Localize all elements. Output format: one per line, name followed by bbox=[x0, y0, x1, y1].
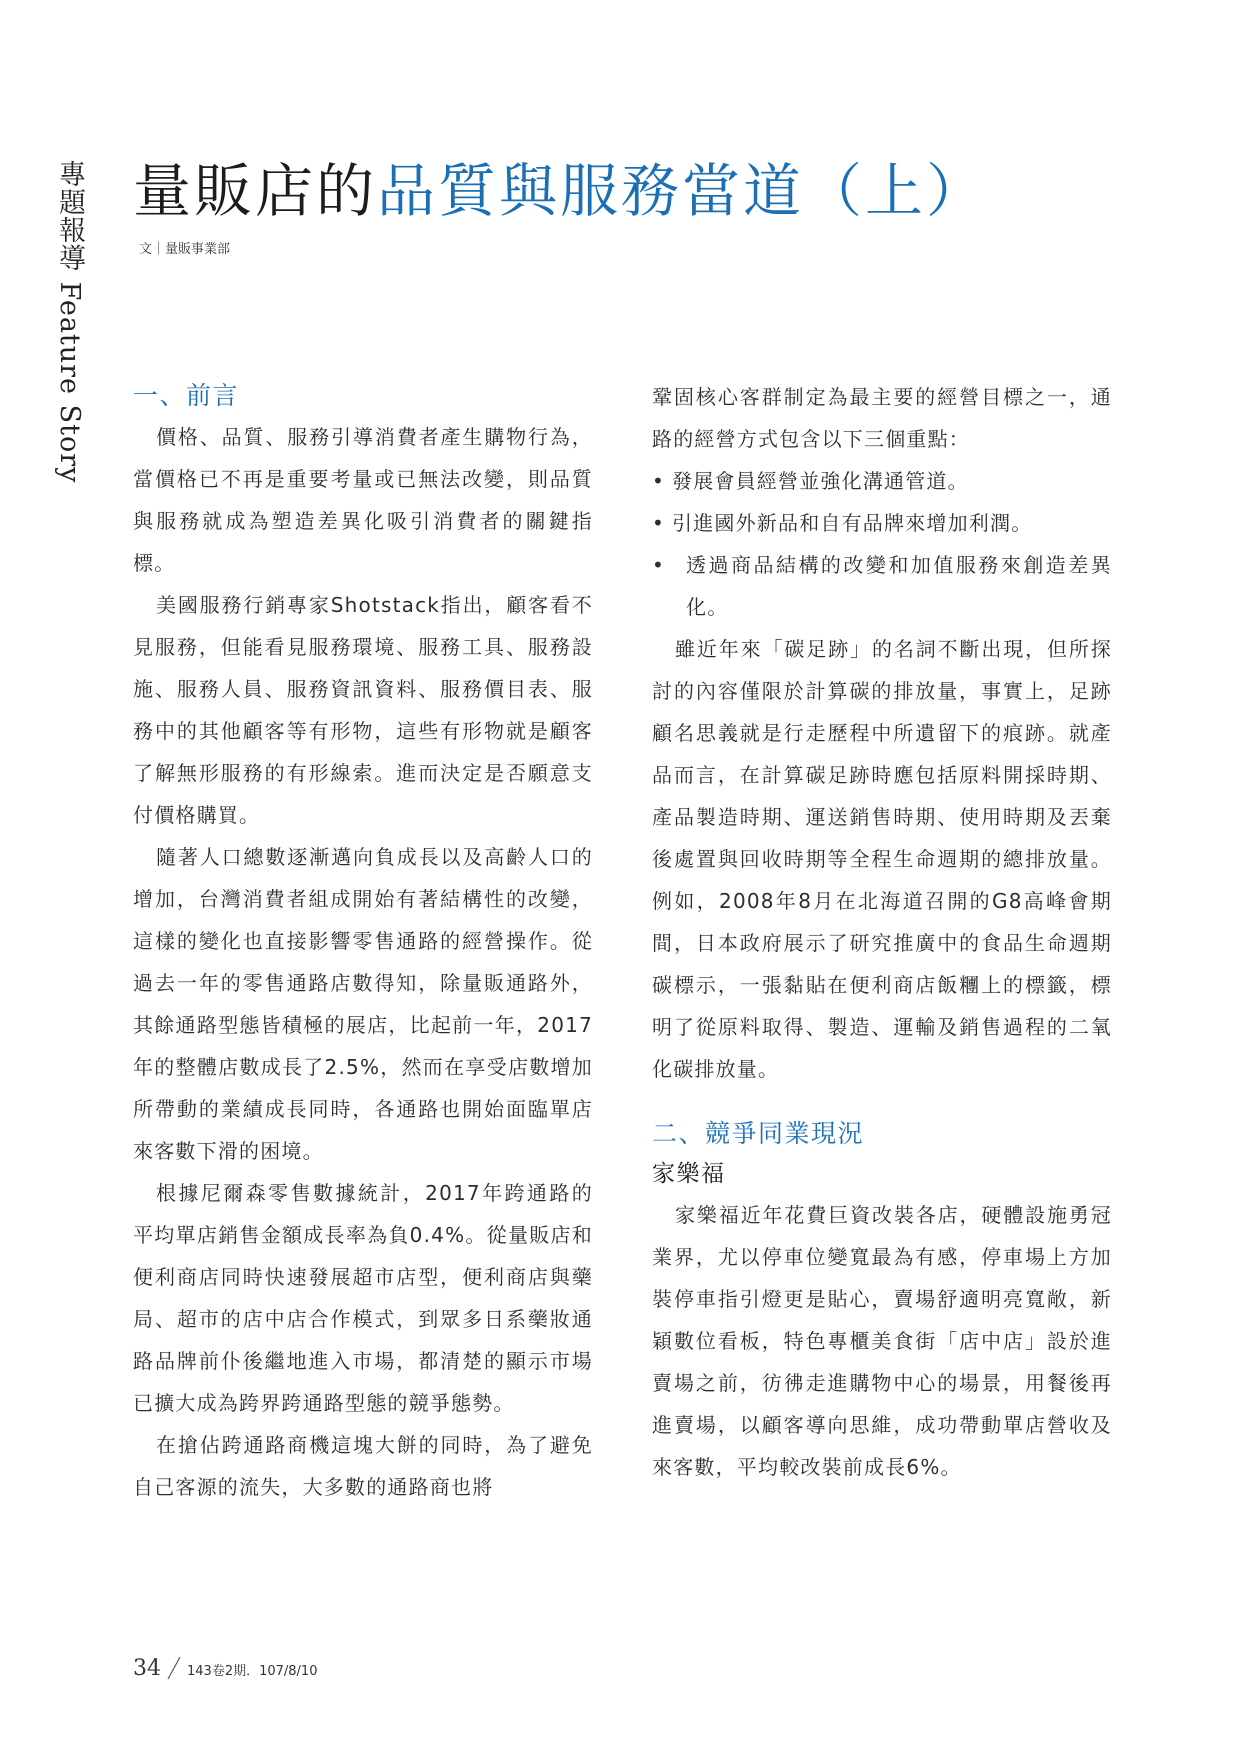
list-item bbox=[652, 460, 1112, 502]
paragraph: 價格、品質、服務引導消費者產生購物行為，當價格已不再是重要考量或已無法改變，則品質與服務就成為塑造差異化吸引消費者的關鍵指標。 bbox=[133, 425, 593, 575]
section-spacer bbox=[652, 1090, 1112, 1114]
page-title bbox=[133, 157, 988, 225]
page-footer bbox=[133, 1656, 317, 1680]
section-heading-competition: 二、競爭同業現況 bbox=[652, 1119, 865, 1148]
list-item bbox=[652, 502, 1112, 544]
title-accent: 品質與服務當道（上） bbox=[377, 157, 988, 225]
list-item bbox=[652, 544, 1112, 628]
title-main: 量販店的 bbox=[133, 157, 378, 225]
list-item-text: 透過商品結構的改變和加值服務來創造差異化。 bbox=[686, 553, 1112, 619]
list-item-text: 引進國外新品和自有品牌來增加利潤。 bbox=[672, 511, 1033, 535]
paragraph: 隨著人口總數逐漸邁向負成長以及高齡人口的增加，台灣消費者組成開始有著結構性的改變，這樣的變化也直接影響零售通路的經營操作。從過去一年的零售通路店數得知，除量販通路外，其餘通路型態皆積極的展店，比起前一年，2017年的整體店數成長了2.5%，然而在享受店數增加所帶動的業績成長同時，各通路也開始面臨單店來客數下滑的困境。 bbox=[133, 845, 593, 1163]
subheading-carrefour: 家樂福 bbox=[652, 1161, 726, 1187]
page-number: 34 bbox=[133, 1656, 161, 1681]
section-label: 專題報導 Feature Story bbox=[54, 160, 85, 484]
strategy-list bbox=[652, 460, 1112, 628]
bullet-icon: • bbox=[652, 553, 665, 577]
paragraph: 美國服務行銷專家Shotstack指出，顧客看不見服務，但能看見服務環境、服務工具、服務設施、服務人員、服務資訊資料、服務價目表、服務中的其他顧客等有形物，這些有形物就是顧客了解無形服務的有形線索。進而決定是否願意支付價格購買。 bbox=[133, 593, 593, 827]
byline: 文｜量販事業部 bbox=[139, 242, 231, 257]
left-column bbox=[133, 376, 593, 1508]
right-column bbox=[652, 376, 1112, 1488]
list-item-text: 發展會員經營並強化溝通管道。 bbox=[672, 469, 969, 493]
section-heading-intro: 一、前言 bbox=[133, 381, 240, 410]
paragraph: 在搶佔跨通路商機這塊大餅的同時，為了避免自己客源的流失，大多數的通路商也將 bbox=[133, 1433, 593, 1499]
paragraph: 家樂福近年花費巨資改裝各店，硬體設施勇冠業界，尤以停車位變寬最為有感，停車場上方加裝停車指引燈更是貼心，賣場舒適明亮寬敞，新穎數位看板，特色專櫃美食街「店中店」設於進賣場之前，彷彿走進購物中心的場景，用餐後再進賣場，以顧客導向思維，成功帶動單店營收及來客數，平均較改裝前成長6%。 bbox=[652, 1203, 1112, 1479]
paragraph-continuation: 鞏固核心客群制定為最主要的經營目標之一，通路的經營方式包含以下三個重點： bbox=[652, 385, 1112, 451]
paragraph: 雖近年來「碳足跡」的名詞不斷出現，但所探討的內容僅限於計算碳的排放量，事實上，足跡顧名思義就是行走歷程中所遺留下的痕跡。就產品而言，在計算碳足跡時應包括原料開採時期、產品製造時期、運送銷售時期、使用時期及丟棄後處置與回收時期等全程生命週期的總排放量。例如，2008年8月在北海道召開的G8高峰會期間，日本政府展示了研究推廣中的食品生命週期碳標示，一張黏貼在便利商店飯糰上的標籤，標明了從原料取得、製造、運輸及銷售過程的二氧化碳排放量。 bbox=[652, 637, 1112, 1081]
bullet-icon: • bbox=[652, 469, 665, 493]
bullet-icon: • bbox=[652, 511, 665, 535]
slash-divider-icon bbox=[167, 1656, 181, 1680]
issue-info: 143卷2期．107/8/10 bbox=[187, 1664, 318, 1679]
paragraph: 根據尼爾森零售數據統計，2017年跨通路的平均單店銷售金額成長率為負0.4%。從量販店和便利商店同時快速發展超市店型，便利商店與藥局、超市的店中店合作模式，到眾多日系藥妝通路品牌前仆後繼地進入市場，都清楚的顯示市場已擴大成為跨界跨通路型態的競爭態勢。 bbox=[133, 1181, 593, 1415]
